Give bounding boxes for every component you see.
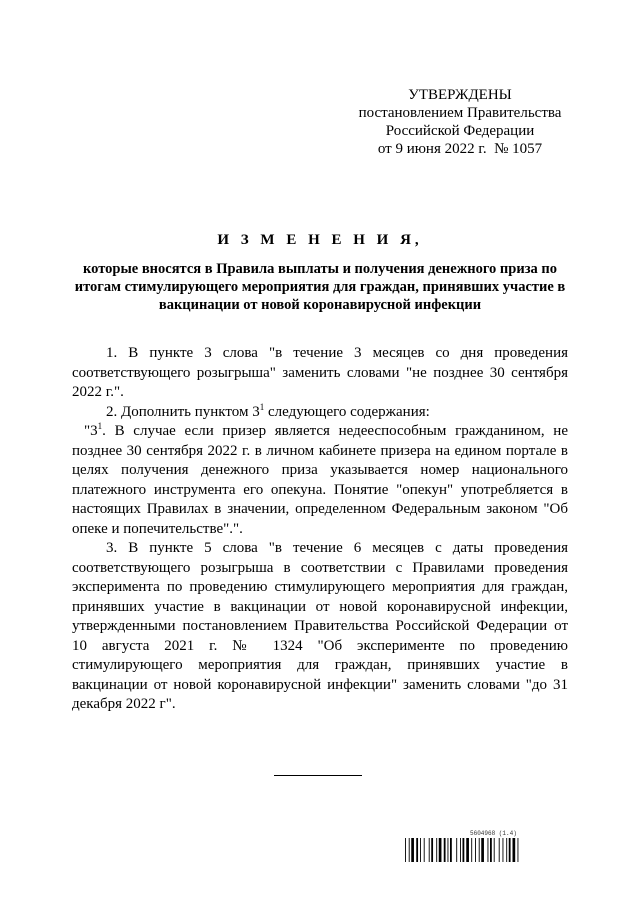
- paragraph-2-rest: следующего содержания:: [264, 403, 430, 420]
- approval-block: [340, 86, 580, 158]
- barcode-icon: [405, 838, 561, 862]
- document-body: [72, 344, 568, 715]
- quoted-point-superscript: 1: [97, 421, 103, 431]
- paragraph-1: 1. В пункте 3 слова "в течение 3 месяцев со дня проведения соответствующего розыгрыша" заменить словами "не позднее 30 сентября 2022 г.".: [72, 345, 568, 400]
- paragraph-2-text: 2. Дополнить пунктом 3: [106, 403, 260, 420]
- approval-title: УТВЕРЖДЕНЫ: [408, 87, 512, 103]
- quoted-point-text: . В случае если призер является недееспособным гражданином, не позднее 30 сентября 2022 г. в личном кабинете призера на едином портале в целях получения денежного приза указывается номер национального платежного инструмента его опекуна. Понятие "опекун" употребляется в настоящих Правилах в значении, определенном Федеральным законом "Об опеке и попечительстве".".: [72, 423, 568, 537]
- approval-line-federation: Российской Федерации: [385, 123, 535, 139]
- quoted-point-number: "3: [84, 423, 98, 439]
- paragraph-2: [72, 403, 568, 423]
- approval-number: № 1057: [494, 141, 543, 157]
- paragraph-2-superscript: 1: [259, 401, 265, 412]
- document-title: И З М Е Н Е Н И Я,: [217, 232, 423, 248]
- approval-date-line: [340, 140, 580, 158]
- approval-date: от 9 июня 2022 г.: [377, 141, 487, 157]
- paragraph-3: 3. В пункте 5 слова "в течение 6 месяцев с даты проведения соответствующего розыгрыша в соответствии с Правилами проведения эксперимента по проведению стимулирующего мероприятия для граждан, принявших участие в вакцинации от новой коронавирусной инфекции, утвержденными постановлением Правительства Российской Федерации от 10 августа 2021 г. № 1324 "Об эксперименте по проведению стимулирующего мероприятия для граждан, принявших участие в вакцинации от новой коронавирусной инфекции" заменить словами "до 31 декабря 2022 г".: [72, 540, 568, 712]
- approval-line-government: постановлением Правительства: [358, 105, 562, 121]
- end-separator-line: [274, 775, 362, 776]
- paragraph-quoted-point: [72, 422, 568, 539]
- barcode-number: 5604968 (1.4): [470, 830, 517, 837]
- document-subtitle: которые вносятся в Правила выплаты и получения денежного приза по итогам стимулирующего мероприятия для граждан, принявших участие в вакцинации от новой коронавирусной инфекции: [74, 261, 566, 313]
